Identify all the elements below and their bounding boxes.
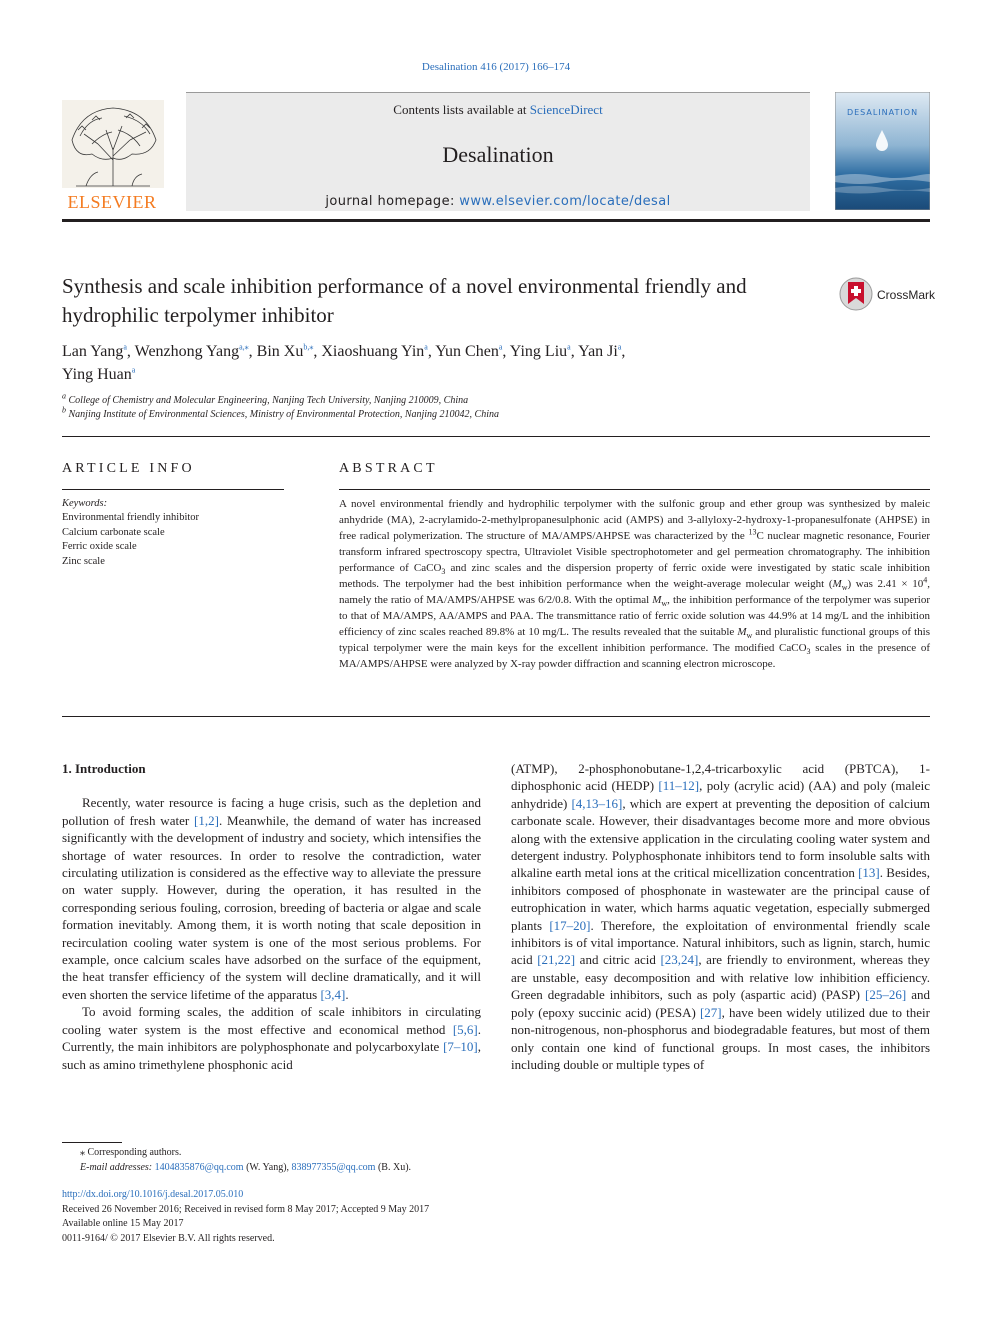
author[interactable]: Xiaoshuang Yin$^a$: [321, 342, 428, 360]
crossmark-icon[interactable]: [838, 276, 874, 312]
author[interactable]: Lan Yang$^a$: [62, 342, 127, 360]
reference-link[interactable]: [11–12]: [658, 778, 700, 794]
email-link[interactable]: 1404835876@qq.com: [154, 1161, 244, 1173]
reference-link[interactable]: [13]: [858, 865, 880, 881]
author[interactable]: Wenzhong Yang$^{a,⁎}$: [134, 342, 249, 360]
journal-homepage: journal homepage: www.elsevier.com/locate/desal: [325, 194, 671, 209]
reference-link[interactable]: [1,2]: [194, 812, 219, 828]
paragraph: (ATMP), 2-phosphonobutane-1,2,4-tricarboxylic acid (PBTCA), 1-diphosphonic acid (HEDP) [11–12], poly (acrylic acid) (AA) and poly (maleic anhydride) [4,13–16], which are expert at preventing the deposition of calcium carbonate scale. However, their disadvantages become more and more obvious along with the extensive application in the circulating cooling water system and detergent industry. Polyphosphonate inhibitors tend to form insoluble salts with alkaline earth metal ions at the critical micellization concentration [13]. Besides, inhibitors composed of phosphonate in wastewater are the principal cause of eutrophication in water, which harms aquatic vegetation, especially submerged plants [17–20]. Therefore, the exploitation of environmental friendly scale inhibitors is of vital importance. Natural inhibitors, such as lignin, starch, humic acid [21,22] and citric acid [23,24], are friendly to environment, whereas they are unstable, easy decomposition and with relative low inhibition efficiency. Green degradable inhibitors, such as poly (aspartic acid) (PASP) [25–26] and poly (epoxy succinic acid) (PESA) [27], have been widely utilized due to their non-nitrogenous, non-phosphorus and biodegradable features, but most of them only contain one kind of functional groups. In most cases, the inhibitors including double or multiple types of: [511, 761, 931, 1072]
email-link[interactable]: 838977355@qq.com: [291, 1161, 376, 1173]
paragraph: Recently, water resource is facing a huge crisis, such as the depletion and pollution of fresh water [1,2]. Meanwhile, the demand of water has increased significantly with the development of industry and society, which intensifies the shortage of water resources. In order to resolve the contradiction, water circulating utilization is considered as the effective way to alleviate the pressure on water supply. However, during the operation, it has resulted in the corresponding serious fouling, corrosion, breeding of bacteria or algae and scale formation inevitably. Among them, it is worth noting that scale deposition in recirculation cooling water system is one of the most serious problems. For example, once calcium scales have adsorbed on the surface of the equipment, the heat transfer efficiency of the system will decline dramatically, and it will even shorten the service lifetime of the apparatus [3,4].: [62, 795, 482, 1002]
keyword: Calcium carbonate scale: [62, 526, 165, 538]
corresponding-note: ⁎ Corresponding authors.: [80, 1147, 182, 1158]
elsevier-wordmark: ELSEVIER: [67, 192, 157, 212]
journal-title: Desalination: [442, 142, 554, 167]
body-column-right: [511, 760, 930, 1073]
reference-link[interactable]: [4,13–16]: [571, 795, 623, 811]
body-column-left: [62, 760, 481, 1073]
article-info-heading: ARTICLE INFO: [62, 461, 195, 476]
keywords: [62, 497, 284, 569]
footnote-rule: [62, 1142, 122, 1143]
sciencedirect-link[interactable]: ScienceDirect: [529, 102, 603, 117]
affiliation: $^a$ College of Chemistry and Molecular Engineering, Nanjing Tech University, Nanjing 210009, China: [62, 391, 469, 406]
reference-link[interactable]: [25–26]: [865, 987, 907, 1003]
keywords-label: Keywords:: [62, 498, 108, 509]
header-rule: [62, 219, 930, 222]
author[interactable]: Ying Liu$^a$: [509, 342, 571, 360]
paragraph: To avoid forming scales, the addition of scale inhibitors in circulating cooling water system is the most effective and economical method [5,6]. Currently, the main inhibitors are polyphosphonate and polycarboxylate [7–10], such as amino trimethylene phosphonic acid: [62, 1004, 481, 1072]
divider: [339, 489, 930, 490]
copyright: 0011-9164/ © 2017 Elsevier B.V. All rights reserved.: [62, 1232, 275, 1244]
publication-info: [62, 1188, 662, 1246]
doi-link[interactable]: http://dx.doi.org/10.1016/j.desal.2017.05.010: [62, 1189, 244, 1200]
author-list: Lan Yang$^a$, Wenzhong Yang$^{a,⁎}$, Bin $Xu^{b,⁎}$, Xiaoshuang Yin$^a$, Yun Chen$^a$, Ying Liu$^a$, Yan Ji$^a$, Ying Huan$^a$: [62, 342, 626, 383]
author[interactable]: Bin $Xu^{b,⁎}$: [256, 342, 314, 360]
keyword: Environmental friendly inhibitor: [62, 512, 200, 524]
contents-line: Contents lists available at ScienceDirect: [393, 102, 603, 117]
received-dates: Received 26 November 2016; Received in revised form 8 May 2017; Accepted 9 May 2017: [62, 1203, 430, 1215]
crossmark-label[interactable]: CrossMark: [877, 288, 936, 302]
reference-link[interactable]: [21,22]: [537, 952, 576, 968]
author[interactable]: Yun Chen$^a$: [435, 342, 503, 360]
abstract-heading: ABSTRACT: [339, 461, 438, 476]
footnotes: [62, 1146, 662, 1175]
divider: [62, 716, 930, 717]
journal-reference[interactable]: Desalination 416 (2017) 166–174: [421, 61, 571, 73]
keyword: Zinc scale: [62, 555, 105, 567]
divider: [62, 436, 930, 437]
reference-link[interactable]: [23,24]: [660, 952, 699, 968]
author[interactable]: Ying Huan$^a$: [62, 365, 136, 383]
email-note: E-mail addresses: 1404835876@qq.com (W. Yang), 838977355@qq.com (B. Xu).: [80, 1161, 412, 1173]
affiliations: [62, 391, 922, 422]
author[interactable]: Yan Ji$^a$: [578, 342, 622, 360]
affiliation: $^b$ Nanjing Institute of Environmental Sciences, Ministry of Environmental Protection, Nanjing 210042, China: [62, 405, 500, 420]
cover-title: DESALINATION: [846, 108, 919, 117]
available-date: Available online 15 May 2017: [62, 1218, 184, 1229]
reference-link[interactable]: [7–10]: [443, 1039, 478, 1055]
keyword: Ferric oxide scale: [62, 541, 137, 553]
reference-link[interactable]: [5,6]: [452, 1021, 478, 1037]
divider: [62, 489, 284, 490]
reference-link[interactable]: [3,4]: [320, 986, 346, 1002]
article-title: Synthesis and scale inhibition performance of a novel environmental friendly and hydrophilic terpolymer inhibitor: [62, 274, 747, 327]
reference-link[interactable]: [17–20]: [549, 917, 591, 933]
abstract-text: A novel environmental friendly and hydrophilic terpolymer with the sulfonic group and ether group was synthesized by maleic anhydride (MA), 2-acrylamido-2-methylpropanesulphonic acid (AMPS) and 3-allyloxy-2-hydroxy-1-propanesulfonate (AHPSE) in free radical polymerization. The structure of MA/AMPS/AHPSE was characterized by the $^{13}$C nuclear magnetic resonance, Fourier transform infrared spectroscopy spectra, Ultraviolet Visible spectrophotometer and gel permeation chromatography. The inhibition performance of CaCO$_3$ and zinc scales and the dispersion property of ferric oxide were investigated by static scale inhibition methods. The terpolymer had the best inhibition performance when the weight-average molecular weight $(M_w)$ was $2.41 \times 10^4$, namely the ratio of MA/AMPS/AHPSE was 6/2/0.8. With the optimal $M_w$, the inhibition performance of the terpolymer was superior to that of MA/AMPS, AA/AMPS and PAA. The transmittance ratio of ferric oxide solution was 44.9% at 14 mg/L and the inhibition efficiency of zinc scales reached 89.8% at 10 mg/L. The results revealed that the suitable $M_w$ and pluralistic functional groups of this typical terpolymer were the main keys for the excellent inhibition performance. The modified CaCO$_3$ scales in the presence of MA/AMPS/AHPSE were analyzed by X-ray powder diffraction and scanning electron microscope.: [339, 498, 931, 670]
section-heading: 1. Introduction: [62, 761, 146, 776]
reference-link[interactable]: [27]: [699, 1004, 722, 1020]
homepage-link[interactable]: www.elsevier.com/locate/desal: [459, 194, 671, 209]
